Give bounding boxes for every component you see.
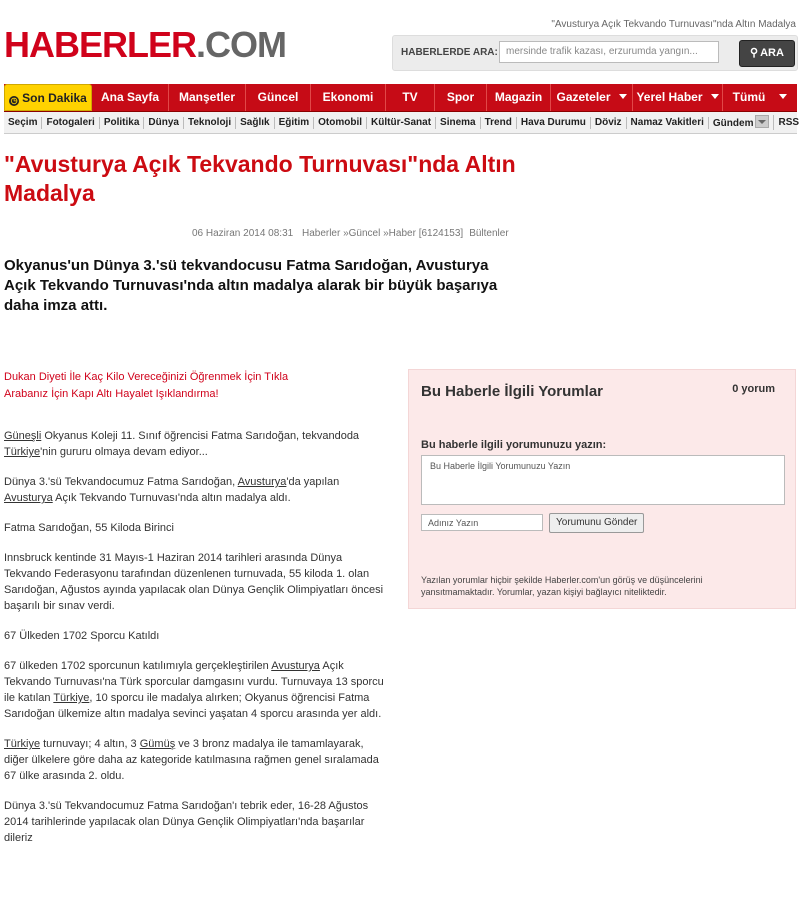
tag-link[interactable]: Avusturya [4,492,53,504]
name-input[interactable]: Adınız Yazın [421,514,543,531]
text: 'da yapılan [286,476,340,488]
search-icon: ⚲ [750,47,759,59]
tag-link[interactable]: Türkiye [53,692,90,704]
subnav-item[interactable]: Hava Durumu [517,117,591,129]
subnav-item[interactable]: Trend [481,117,517,129]
tag-link[interactable]: Avusturya [237,476,287,488]
text: Dünya 3.'sü Tekvandocumuz Fatma Sarıdoğan, [4,476,238,488]
tag-link[interactable]: Avusturya [271,660,320,672]
chevron-down-icon [619,94,627,99]
paragraph [4,428,389,460]
comments-panel [408,369,796,609]
nav-gazeteler[interactable] [551,84,633,111]
chevron-down-icon [711,94,719,99]
nav-mansetler[interactable]: Manşetler [169,84,246,111]
ad-links [4,369,288,403]
nav-son-dakika[interactable] [4,84,92,111]
tag-link[interactable]: Gümüş [139,738,176,750]
nav-tumu-label: Tümü [732,90,766,104]
subnav-item[interactable]: Kültür-Sanat [367,117,436,129]
clock-icon: ◷ [10,96,18,105]
article-meta [192,228,515,239]
site-logo[interactable] [4,24,287,65]
subnav-item[interactable]: Fotogaleri [42,117,99,129]
subnav-rss[interactable]: RSS [778,116,800,128]
article-date: 06 Haziran 2014 08:31 [192,228,294,239]
nav-guncel[interactable]: Güncel [246,84,311,111]
ad-link[interactable]: Dukan Diyeti İle Kaç Kilo Vereceğinizi Öğrenmek İçin Tıkla [4,371,289,383]
bultenler-link[interactable]: Bültenler [469,228,509,239]
subnav-item[interactable]: Sinema [436,117,481,129]
search-button[interactable] [739,40,795,67]
logo-main: HABERLER [4,24,197,65]
sub-nav [4,112,800,134]
top-headline-note: "Avusturya Açık Tekvando Turnuvası"nda Altın Madalya [551,19,796,30]
breadcrumb[interactable]: Haberler »Güncel »Haber [6124153] [301,228,464,239]
search-input[interactable]: mersinde trafik kazası, erzurumda yangın... [499,41,719,63]
search-box [392,35,798,71]
subnav-gundem-label: Gündem [712,118,754,129]
search-button-label: ARA [760,47,784,59]
subnav-item[interactable]: Eğitim [275,117,315,129]
text: 67 ülkeden 1702 sporcunun katılımıyla gerçekleştirilen [4,660,272,672]
page-title: "Avusturya Açık Tekvando Turnuvası"nda Altın Madalya [4,151,516,206]
paragraph [4,474,389,506]
subnav-item[interactable]: Seçim [4,117,42,129]
nav-tumu[interactable] [723,84,797,111]
text: ve 3 bronz madalya ile tamamlayarak, diğer ülkelere göre daha az kategoride katılmasına rağmen genel sıralamada 67 ülke arasında 2. oldu. [4,738,379,782]
subheading: 67 Ülkeden 1702 Sporcu Katıldı [4,630,160,642]
subnav-gundem[interactable] [709,115,775,130]
nav-son-dakika-label: Son Dakika [22,91,87,105]
nav-ekonomi[interactable]: Ekonomi [311,84,386,111]
comment-label: Bu haberle ilgili yorumunuzu yazın: [421,439,607,451]
text: 'nin gururu olmaya devam ediyor... [40,446,208,458]
subnav-item[interactable]: Döviz [591,117,627,129]
nav-yerel-haber-label: Yerel Haber [636,90,703,104]
nav-yerel-haber[interactable] [633,84,723,111]
dropdown-icon[interactable] [755,115,769,128]
paragraph [4,736,389,784]
nav-ana-sayfa[interactable]: Ana Sayfa [92,84,169,111]
nav-magazin[interactable]: Magazin [487,84,551,111]
subnav-item[interactable]: Otomobil [314,117,367,129]
text: Okyanus Koleji 11. Sınıf öğrencisi Fatma Sarıdoğan, tekvandoda [41,430,360,442]
subnav-item[interactable]: Sağlık [236,117,274,129]
comment-textarea[interactable]: Bu Haberle İlgili Yorumunuzu Yazın [421,455,785,505]
text: Açık Tekvando Turnuvası'na Türk sporcular damgasını vurdu. Turnuvaya 13 sporcu ile katılan [4,660,384,704]
nav-tv[interactable]: TV [386,84,435,111]
paragraph: Dünya 3.'sü Tekvandocumuz Fatma Sarıdoğan'ı tebrik eder, 16-28 Ağustos 2014 tarihlerinde yapılacak olan Dünya Gençlik Olimpiyatları'nda başarılar dileriz [4,800,369,844]
subnav-item[interactable]: Politika [100,117,145,129]
tag-link[interactable]: Güneşli [4,430,42,442]
subnav-item[interactable]: Dünya [144,117,184,129]
ad-link[interactable]: Arabanız İçin Kapı Altı Hayalet Işıklandırma! [4,388,219,400]
tag-link[interactable]: Türkiye [4,446,41,458]
nav-gazeteler-label: Gazeteler [556,90,611,104]
chevron-down-icon [779,94,787,99]
text: Açık Tekvando Turnuvası'nda altın madalya aldı. [52,492,291,504]
page-header [0,0,800,84]
subnav-item[interactable]: Teknoloji [184,117,236,129]
send-comment-button[interactable]: Yorumunu Gönder [549,513,644,533]
comments-count: 0 yorum [732,383,775,395]
search-label: HABERLERDE ARA: [401,47,498,58]
comments-disclaimer: Yazılan yorumlar hiçbir şekilde Haberler.com'un görüş ve düşüncelerini yansıtmamaktadır. Yorumlar, yazan kişiyi bağlayıcı niteliktedir. [421,575,703,597]
article-lead: Okyanus'un Dünya 3.'sü tekvandocusu Fatma Sarıdoğan, Avusturya Açık Tekvando Turnuvası'nda altın madalya alarak bir büyük başarıya daha imza attı. [4,257,498,314]
comments-title: Bu Haberle İlgili Yorumlar [421,383,603,400]
subnav-item[interactable]: Namaz Vakitleri [627,117,709,129]
paragraph: Innsbruck kentinde 31 Mayıs-1 Haziran 2014 tarihleri arasında Dünya Tekvando Federasyonu tarafından düzenlenen turnuvada, 55 kiloda 1. olan Sarıdoğan, Ağustos ayında yapılacak olan Dünya Gençlik Olimpiyatları öncesi başarılı bir sınav verdi. [4,552,384,612]
article-body [4,428,389,860]
nav-spor[interactable]: Spor [435,84,487,111]
subheading: Fatma Sarıdoğan, 55 Kiloda Birinci [4,522,174,534]
text: turnuvayı; 4 altın, 3 [40,738,140,750]
main-nav [4,84,797,112]
tag-link[interactable]: Türkiye [4,738,41,750]
logo-ext: .COM [196,24,287,65]
text: , 10 sporcu ile madalya alırken; Okyanus öğrencisi Fatma Sarıdoğan ülkemize altın madalya sevinci yaşatan 4 sporcu arasında yer aldı. [4,692,382,720]
paragraph [4,658,389,722]
